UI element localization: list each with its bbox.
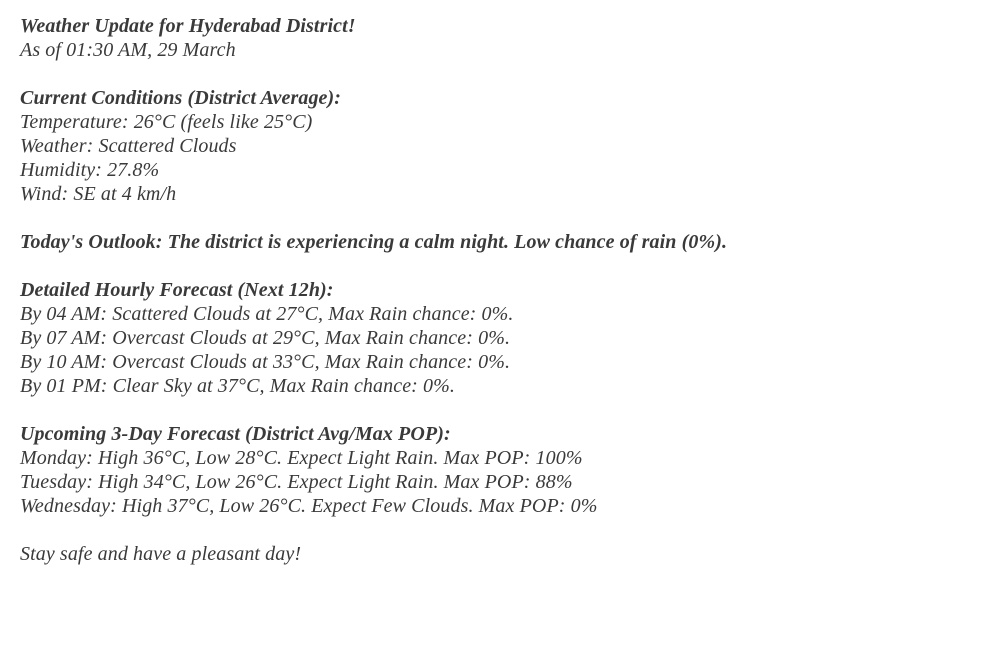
current-conditions-heading: Current Conditions (District Average): bbox=[20, 87, 342, 109]
outlook-section bbox=[20, 230, 965, 254]
forecast-day-line: Monday: High 36°C, Low 28°C. Expect Light Rain. Max POP: 100% bbox=[20, 447, 583, 469]
closing-line: Stay safe and have a pleasant day! bbox=[20, 543, 302, 565]
report-header bbox=[20, 14, 965, 62]
hourly-line: By 07 AM: Overcast Clouds at 29°C, Max Rain chance: 0%. bbox=[20, 327, 511, 349]
humidity-line: Humidity: 27.8% bbox=[20, 159, 160, 181]
temperature-line: Temperature: 26°C (feels like 25°C) bbox=[20, 111, 313, 133]
report-timestamp: As of 01:30 AM, 29 March bbox=[20, 39, 236, 61]
hourly-line: By 01 PM: Clear Sky at 37°C, Max Rain chance: 0%. bbox=[20, 375, 455, 397]
closing-section bbox=[20, 542, 965, 566]
three-day-forecast-section bbox=[20, 422, 965, 518]
hourly-line: By 04 AM: Scattered Clouds at 27°C, Max Rain chance: 0%. bbox=[20, 303, 514, 325]
hourly-forecast-heading: Detailed Hourly Forecast (Next 12h): bbox=[20, 279, 334, 301]
forecast-day-line: Tuesday: High 34°C, Low 26°C. Expect Light Rain. Max POP: 88% bbox=[20, 471, 573, 493]
report-title: Weather Update for Hyderabad District! bbox=[20, 15, 356, 37]
current-conditions-section bbox=[20, 86, 965, 206]
three-day-forecast-heading: Upcoming 3-Day Forecast (District Avg/Max POP): bbox=[20, 423, 451, 445]
hourly-forecast-section bbox=[20, 278, 965, 398]
wind-line: Wind: SE at 4 km/h bbox=[20, 183, 177, 205]
forecast-day-line: Wednesday: High 37°C, Low 26°C. Expect Few Clouds. Max POP: 0% bbox=[20, 495, 598, 517]
weather-line: Weather: Scattered Clouds bbox=[20, 135, 237, 157]
outlook-line: Today's Outlook: The district is experiencing a calm night. Low chance of rain (0%). bbox=[20, 231, 728, 253]
hourly-line: By 10 AM: Overcast Clouds at 33°C, Max Rain chance: 0%. bbox=[20, 351, 511, 373]
